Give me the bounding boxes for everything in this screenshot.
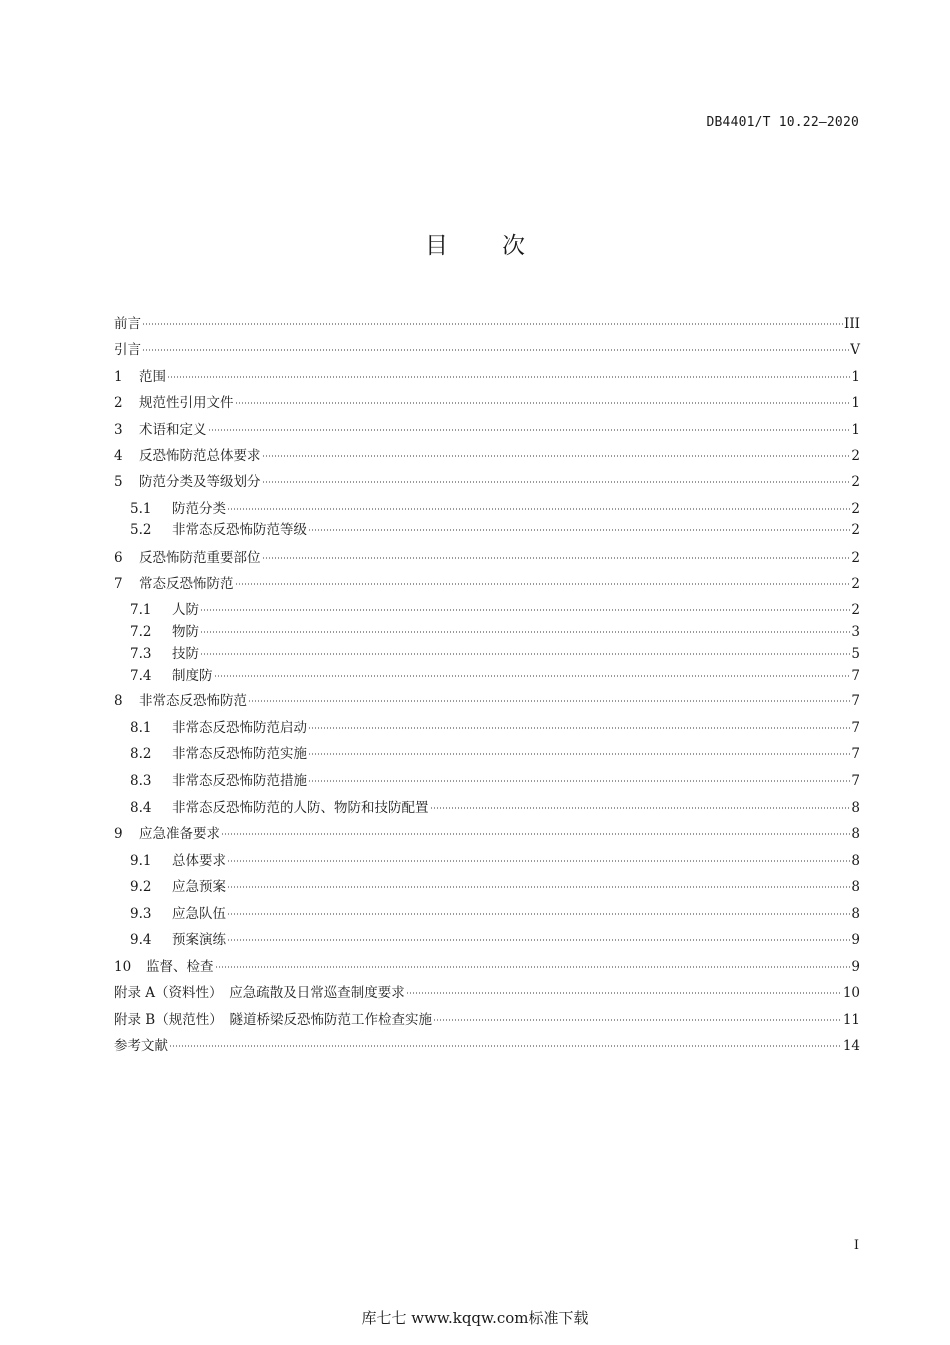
toc-entry-number: 3 bbox=[114, 422, 123, 438]
toc-dot-leader bbox=[227, 886, 850, 888]
toc-entry-number: 5.1 bbox=[130, 501, 152, 517]
toc-entry-number: 2 bbox=[114, 395, 123, 411]
toc-entry-label: 术语和定义 bbox=[139, 422, 207, 438]
toc-entry[interactable] bbox=[114, 421, 860, 439]
toc-entry-number: 9.1 bbox=[130, 853, 152, 869]
toc-entry-page: 2 bbox=[851, 448, 860, 464]
toc-entry-number: 8 bbox=[114, 693, 123, 709]
toc-entry-page: 9 bbox=[851, 932, 860, 948]
toc-entry-label: 引言 bbox=[114, 342, 141, 358]
toc-entry-page: 11 bbox=[842, 1012, 860, 1028]
toc-entry-label: 附录 B（规范性） 隧道桥梁反恐怖防范工作检查实施 bbox=[114, 1012, 432, 1028]
toc-entry[interactable] bbox=[114, 575, 860, 593]
toc-dot-leader bbox=[262, 557, 851, 559]
toc-entry-label: 物防 bbox=[172, 624, 199, 640]
toc-entry-label: 反恐怖防范总体要求 bbox=[139, 448, 261, 464]
toc-dot-leader bbox=[200, 653, 850, 655]
toc-entry[interactable] bbox=[114, 1011, 860, 1029]
toc-entry-page: 8 bbox=[851, 853, 860, 869]
toc-entry-number: 7.4 bbox=[130, 668, 152, 684]
toc-entry-label: 反恐怖防范重要部位 bbox=[139, 550, 261, 566]
toc-entry-number: 7.2 bbox=[130, 624, 152, 640]
toc-entry-label: 监督、检查 bbox=[146, 959, 214, 975]
footer-watermark: 库七七 www.kqqw.com标准下载 bbox=[361, 1309, 589, 1327]
toc-entry-number: 7.3 bbox=[130, 646, 152, 662]
toc-entry-page: III bbox=[844, 316, 860, 332]
toc-entry-number: 9.4 bbox=[130, 932, 152, 948]
toc-entry-page: 2 bbox=[851, 474, 860, 490]
toc-entry[interactable] bbox=[114, 1037, 860, 1055]
toc-entry[interactable] bbox=[114, 341, 860, 359]
toc-entry-label: 制度防 bbox=[172, 668, 213, 684]
toc-dot-leader bbox=[167, 376, 850, 378]
toc-dot-leader bbox=[221, 833, 850, 835]
toc-entry[interactable] bbox=[130, 645, 860, 663]
toc-entry-page: 7 bbox=[851, 773, 860, 789]
toc-entry[interactable] bbox=[114, 984, 860, 1002]
toc-entry-label: 非常态反恐怖防范启动 bbox=[172, 720, 307, 736]
toc-entry[interactable] bbox=[130, 719, 860, 737]
toc-entry-number: 9 bbox=[114, 826, 123, 842]
toc-entry[interactable] bbox=[114, 315, 860, 333]
toc-dot-leader bbox=[142, 323, 843, 325]
toc-dot-leader bbox=[308, 780, 850, 782]
toc-entry[interactable] bbox=[130, 623, 860, 641]
toc-dot-leader bbox=[406, 992, 842, 994]
toc-entry-label: 应急准备要求 bbox=[139, 826, 220, 842]
toc-entry-label: 规范性引用文件 bbox=[139, 395, 234, 411]
toc-entry-page: 9 bbox=[851, 959, 860, 975]
toc-entry-page: 8 bbox=[851, 879, 860, 895]
toc-entry[interactable] bbox=[114, 692, 860, 710]
toc-entry-page: 2 bbox=[851, 550, 860, 566]
toc-dot-leader bbox=[227, 860, 850, 862]
toc-entry-label: 预案演练 bbox=[172, 932, 226, 948]
toc-entry-label: 非常态反恐怖防范等级 bbox=[172, 522, 307, 538]
toc-entry[interactable] bbox=[130, 521, 860, 539]
page-title: 目次 bbox=[425, 233, 579, 259]
toc-entry-number: 4 bbox=[114, 448, 123, 464]
toc-entry-page: V bbox=[850, 342, 860, 358]
toc-dot-leader bbox=[235, 402, 851, 404]
toc-dot-leader bbox=[214, 675, 851, 677]
toc-entry-label: 防范分类 bbox=[172, 501, 226, 517]
toc-entry-number: 5 bbox=[114, 474, 123, 490]
toc-dot-leader bbox=[430, 807, 851, 809]
toc-entry-label: 防范分类及等级划分 bbox=[139, 474, 261, 490]
toc-dot-leader bbox=[308, 529, 850, 531]
toc-entry[interactable] bbox=[114, 549, 860, 567]
toc-entry[interactable] bbox=[114, 394, 860, 412]
toc-entry-label: 常态反恐怖防范 bbox=[139, 576, 234, 592]
toc-entry-page: 8 bbox=[851, 800, 860, 816]
toc-dot-leader bbox=[308, 727, 850, 729]
toc-entry-page: 1 bbox=[851, 395, 860, 411]
toc-entry-label: 非常态反恐怖防范实施 bbox=[172, 746, 307, 762]
toc-entry-number: 1 bbox=[114, 369, 123, 385]
toc-entry-label: 非常态反恐怖防范措施 bbox=[172, 773, 307, 789]
toc-entry-number: 8.1 bbox=[130, 720, 152, 736]
toc-dot-leader bbox=[215, 966, 851, 968]
toc-entry-page: 14 bbox=[842, 1038, 860, 1054]
toc-dot-leader bbox=[308, 753, 850, 755]
toc-dot-leader bbox=[262, 481, 851, 483]
toc-entry[interactable] bbox=[114, 447, 860, 465]
toc-entry-label: 非常态反恐怖防范 bbox=[139, 693, 247, 709]
toc-entry-page: 7 bbox=[851, 720, 860, 736]
page-number: I bbox=[853, 1238, 859, 1253]
toc-entry-number: 8.3 bbox=[130, 773, 152, 789]
toc-dot-leader bbox=[200, 631, 850, 633]
toc-entry-number: 7 bbox=[114, 576, 123, 592]
toc-entry-page: 3 bbox=[851, 624, 860, 640]
toc-entry[interactable] bbox=[114, 368, 860, 386]
toc-dot-leader bbox=[235, 583, 851, 585]
toc-entry-page: 2 bbox=[851, 576, 860, 592]
standard-code: DB4401/T 10.22—2020 bbox=[706, 115, 859, 130]
toc-entry-label: 非常态反恐怖防范的人防、物防和技防配置 bbox=[172, 800, 429, 816]
toc-entry-page: 5 bbox=[851, 646, 860, 662]
toc-entry-page: 2 bbox=[851, 602, 860, 618]
toc-entry-number: 8.2 bbox=[130, 746, 152, 762]
toc-dot-leader bbox=[142, 349, 849, 351]
toc-entry[interactable] bbox=[114, 825, 860, 843]
toc-entry-page: 7 bbox=[851, 668, 860, 684]
toc-dot-leader bbox=[169, 1045, 842, 1047]
toc-entry-page: 2 bbox=[851, 501, 860, 517]
toc-dot-leader bbox=[248, 700, 850, 702]
toc-entry-label: 技防 bbox=[172, 646, 199, 662]
toc-entry-number: 7.1 bbox=[130, 602, 152, 618]
toc-entry-label: 前言 bbox=[114, 316, 141, 332]
toc-entry-number: 8.4 bbox=[130, 800, 152, 816]
toc-entry-label: 人防 bbox=[172, 602, 199, 618]
toc-dot-leader bbox=[262, 455, 851, 457]
toc-dot-leader bbox=[227, 508, 850, 510]
toc-entry-number: 6 bbox=[114, 550, 123, 566]
toc-entry-label: 附录 A（资料性） 应急疏散及日常巡查制度要求 bbox=[114, 985, 405, 1001]
toc-entry[interactable] bbox=[130, 667, 860, 685]
toc-entry-page: 8 bbox=[851, 906, 860, 922]
toc-entry-label: 总体要求 bbox=[172, 853, 226, 869]
toc-entry[interactable] bbox=[130, 799, 860, 817]
toc-entry[interactable] bbox=[130, 878, 860, 896]
toc-entry-page: 7 bbox=[851, 746, 860, 762]
toc-entry-page: 2 bbox=[851, 522, 860, 538]
toc-entry[interactable] bbox=[130, 772, 860, 790]
toc-entry-label: 应急预案 bbox=[172, 879, 226, 895]
toc-dot-leader bbox=[433, 1019, 842, 1021]
toc-entry[interactable] bbox=[130, 500, 860, 518]
toc-entry[interactable] bbox=[130, 905, 860, 923]
toc-entry-number: 10 bbox=[114, 959, 132, 975]
toc-dot-leader bbox=[208, 429, 851, 431]
toc-entry-label: 参考文献 bbox=[114, 1038, 168, 1054]
toc-entry-label: 范围 bbox=[139, 369, 166, 385]
toc-entry-page: 8 bbox=[851, 826, 860, 842]
toc-entry-page: 1 bbox=[851, 369, 860, 385]
toc-entry-label: 应急队伍 bbox=[172, 906, 226, 922]
toc-entry[interactable] bbox=[130, 601, 860, 619]
toc-entry-number: 5.2 bbox=[130, 522, 152, 538]
toc-entry[interactable] bbox=[130, 931, 860, 949]
toc-entry-number: 9.3 bbox=[130, 906, 152, 922]
toc-entry-page: 1 bbox=[851, 422, 860, 438]
toc-entry[interactable] bbox=[130, 852, 860, 870]
toc-dot-leader bbox=[227, 939, 850, 941]
toc-entry-page: 7 bbox=[851, 693, 860, 709]
toc-entry-page: 10 bbox=[842, 985, 860, 1001]
toc-entry[interactable] bbox=[114, 958, 860, 976]
toc-entry[interactable] bbox=[114, 473, 860, 491]
toc-entry-number: 9.2 bbox=[130, 879, 152, 895]
toc-dot-leader bbox=[200, 609, 850, 611]
toc-entry[interactable] bbox=[130, 745, 860, 763]
toc-dot-leader bbox=[227, 913, 850, 915]
